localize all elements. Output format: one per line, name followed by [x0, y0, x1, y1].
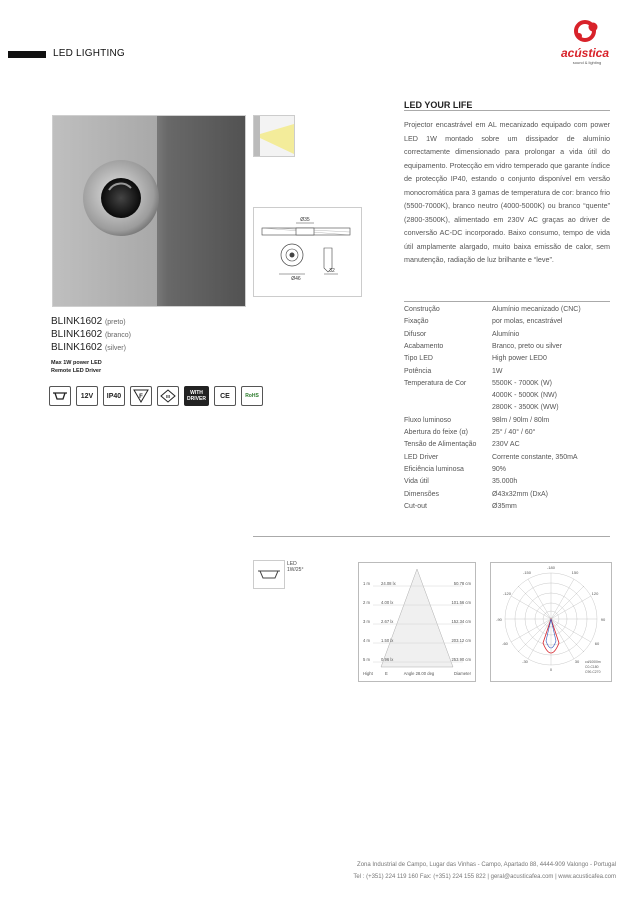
cone-diameter-label: 203.12 cm: [451, 638, 471, 643]
brand-tagline: sound & lighting: [572, 60, 602, 65]
cone-height-label: 2 m: [363, 600, 370, 605]
cone-diameter-label: 50.78 cm: [453, 581, 471, 586]
cone-height-label: 4 m: [363, 638, 370, 643]
spec-key: Eficiência luminosa: [404, 465, 464, 473]
illuminance-cone-chart: [358, 562, 476, 682]
spec-value: 230V AC: [492, 441, 520, 449]
polar-angle-label: 90: [600, 617, 606, 622]
spec-key: Difusor: [404, 330, 427, 338]
footer-address: Zona Industrial de Campo, Lugar das Vinhas - Campo, Apartado 88, 4444-909 Valongo - Portugal: [357, 862, 616, 868]
svg-text:Ø35: Ø35: [300, 217, 310, 223]
spec-value: Ø43x32mm (DxA): [492, 490, 549, 498]
divider: [253, 536, 610, 537]
header-bar: [8, 51, 46, 58]
spec-value: Corrente constante, 350mA: [492, 453, 578, 461]
product-notes: Max 1W power LED Remote LED Driver: [51, 360, 102, 374]
cone-height-label: 3 m: [363, 619, 370, 624]
spec-key: Cut-out: [404, 502, 427, 510]
polar-angle-label: 30: [574, 659, 580, 664]
spec-value: 98lm / 90lm / 80lm: [492, 416, 550, 424]
spec-value: por molas, encastrável: [492, 318, 563, 326]
model-item: BLINK1602 (preto): [51, 316, 126, 327]
spec-key: Vida útil: [404, 478, 429, 486]
polar-legend-item: cd/1000lm: [585, 660, 601, 664]
svg-text:Ø46: Ø46: [291, 276, 301, 282]
spec-key: Tipo LED: [404, 355, 433, 363]
model-list: [51, 316, 131, 355]
divider: [404, 301, 610, 302]
header-title: LED LIGHTING: [53, 48, 125, 59]
spec-key: Dimensões: [404, 490, 440, 498]
spec-value: Alumínio: [492, 330, 520, 338]
model-item: BLINK1602 (branco): [51, 329, 132, 340]
footer-contacts: Tel : (+351) 224 119 160 Fax: (+351) 224 155 822 | geral@acusticafea.com | www.acusticafea.com: [353, 874, 616, 880]
polar-angle-label: -90: [496, 617, 502, 622]
spec-value: Alumínio mecanizado (CNC): [492, 306, 581, 313]
cone-diameter-label: 152.34 cm: [451, 619, 471, 624]
cone-footer-height: Hight: [363, 671, 373, 676]
cone-footer-angle: Angle 28.00 deg: [403, 671, 435, 676]
spec-key: Temperatura de Cor: [404, 379, 467, 387]
rohs-icon: RoHS: [241, 386, 263, 406]
recessed-icon: [49, 386, 71, 406]
spec-value: Ø35mm: [492, 502, 517, 510]
section-title: LED YOUR LIFE: [404, 100, 473, 110]
cone-footer-diameter: Diameter: [454, 671, 471, 676]
light-beam-thumbnail: [253, 115, 295, 157]
svg-text:III: III: [166, 394, 170, 399]
spec-value: 1W: [492, 367, 503, 375]
spec-value: 90%: [492, 465, 507, 473]
polar-angle-label: -60: [502, 641, 508, 646]
brand-name: acústica: [560, 46, 610, 60]
spec-value: 25° / 40° / 60°: [492, 429, 536, 436]
polar-distribution-chart: [490, 562, 612, 682]
polar-angle-label: 0: [549, 667, 553, 672]
ip-icon: IP40: [103, 386, 125, 406]
driver-icon: WITH DRIVER: [184, 386, 209, 406]
divider: [404, 110, 610, 111]
cone-illuminance-label: 0.96 lx: [381, 657, 394, 662]
spec-key: Tensão de Alimentação: [404, 441, 477, 449]
voltage-icon: 12V: [76, 386, 98, 406]
product-photo: [52, 115, 246, 307]
spec-key: Abertura do feixe (α): [404, 429, 468, 436]
svg-text:F: F: [139, 394, 143, 400]
ce-icon: CE: [214, 386, 236, 406]
polar-angle-label: 120: [591, 591, 599, 596]
f-mark-icon: [130, 386, 152, 406]
cone-height-label: 5 m: [363, 657, 370, 662]
spec-value: 35.000h: [492, 478, 518, 486]
spec-value: 2800K - 3500K (WW): [492, 404, 559, 412]
class3-icon: [157, 386, 179, 406]
led-lamp-icon: [253, 560, 285, 589]
spec-value: Branco, preto ou silver: [492, 342, 563, 350]
polar-angle-label: -120: [502, 591, 512, 596]
cone-footer-e: E: [385, 671, 388, 676]
polar-angle-label: -180: [546, 565, 556, 570]
polar-legend-item: C90-C270: [585, 670, 601, 674]
spec-value: 4000K - 5000K (NW): [492, 392, 557, 400]
polar-angle-label: -30: [522, 659, 528, 664]
polar-angle-label: 150: [571, 570, 579, 575]
cone-illuminance-label: 4.00 lx: [381, 600, 394, 605]
cone-illuminance-label: 2.67 lx: [381, 619, 394, 624]
model-item: BLINK1602 (silver): [51, 342, 126, 353]
svg-text:32: 32: [329, 268, 335, 274]
polar-angle-label: 60: [594, 641, 600, 646]
dimension-drawing: [253, 207, 362, 297]
spec-key: Construção: [404, 306, 440, 313]
cone-height-label: 1 m: [363, 581, 370, 586]
spec-key: Acabamento: [404, 342, 444, 350]
cone-illuminance-label: 1.50 lx: [381, 638, 394, 643]
cone-diameter-label: 253.90 cm: [451, 657, 471, 662]
spec-key: Potência: [404, 367, 432, 375]
cone-illuminance-label: 24.08 lx: [381, 581, 396, 586]
product-description: Projector encastrável em AL mecanizado equipado com power LED 1W montado sobre um dissipador de alumínio correctamente dimensionado para prolongar a vida útil do equipamento. Protecção em vidro temperado que garante índice de protecção IP40, estando o conjunto disponível em versão monocromática para 3 gamas de temperatura de cor: branco frio (5500-7000K), branco neutro (4000-5000K) ou branco “quente” (2800-3500K), alimentado em 230V AC graças ao driver de conversão AC-DC incorporado. Baixo consumo, tempo de vida útil amplamente alargado, muito baixa emissão de calor, sem manutenção, radiação de luz brilhante e “leve”.: [404, 120, 610, 264]
cone-diameter-label: 101.56 cm: [451, 600, 471, 605]
polar-angle-label: -150: [522, 570, 532, 575]
polar-legend-item: C0-C180: [585, 665, 599, 669]
spec-key: Fixação: [404, 318, 429, 326]
led-label: LED 1W/25°: [287, 561, 304, 573]
spec-key: Fluxo luminoso: [404, 416, 452, 424]
spec-value: 5500K - 7000K (W): [492, 379, 552, 387]
spec-key: LED Driver: [404, 453, 439, 461]
spec-value: High power LED0: [492, 355, 547, 363]
